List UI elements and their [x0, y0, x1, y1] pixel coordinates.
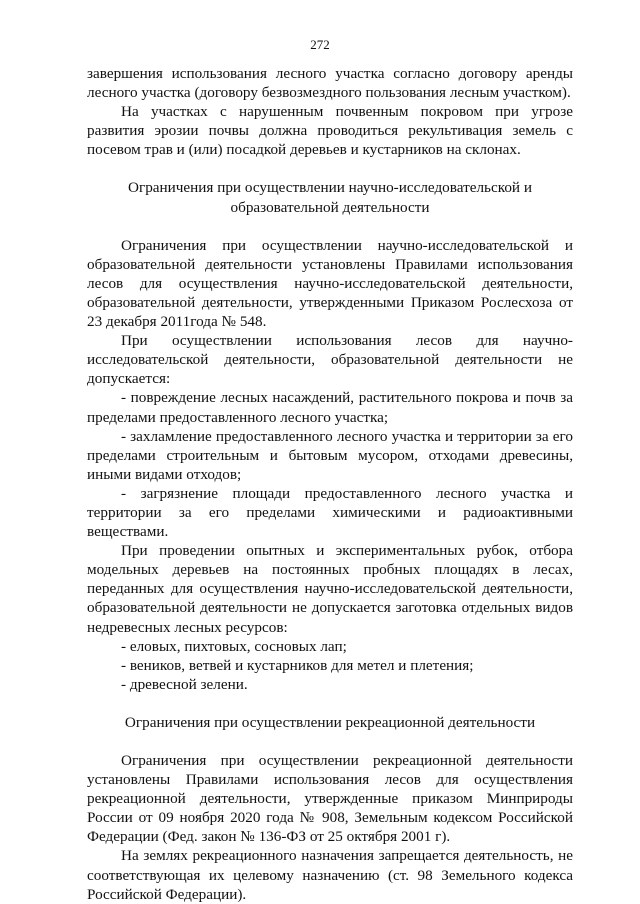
section-heading-recreation: Ограничения при осуществлении рекреационной деятельности — [124, 713, 536, 731]
paragraph-recreation-rules: Ограничения при осуществлении рекреационной деятельности установлены Правилами использования лесов для осуществления рекреационной деятельности, утвержденные приказом Минприроды России от 09 ноября 2020 года № 908, Земельным кодексом Российской Федерации (Фед. закон № 136-ФЗ от 25 октября 2001 г). — [87, 752, 573, 846]
section-heading-research — [87, 178, 573, 216]
list-item: - повреждение лесных насаждений, растительного покрова и почв за пределами предоставленного лесного участка; — [87, 389, 573, 426]
paragraph-research-rules: Ограничения при осуществлении научно-исследовательской и образовательной деятельности установлены Правилами использования лесов для осуществления научно-исследовательской деятельности, образовательной деятельности, утвержденными Приказом Рослесхоза от 23 декабря 2011года № 548. — [87, 236, 573, 331]
list-item: - захламление предоставленного лесного участка и территории за его пределами строительным и бытовым мусором, отходами древесины, иными видами отходов; — [87, 427, 573, 483]
section-heading-research-line2: образовательной деятельности — [230, 198, 430, 216]
list-item: - еловых, пихтовых, сосновых лап; — [121, 637, 347, 655]
list-item: - веников, ветвей и кустарников для метел и плетения; — [121, 656, 474, 674]
document-body — [87, 64, 573, 904]
list-item: - древесной зелени. — [121, 675, 248, 693]
paragraph-recultivation: На участках с нарушенным почвенным покровом при угрозе развития эрозии почвы должна проводиться рекультивация земель с посевом трав и (или) посадкой деревьев и кустарников на склонах. — [87, 103, 573, 159]
paragraph-research-prohibited: При осуществлении использования лесов для научно-исследовательской деятельности, образовательной деятельности не допускается: — [87, 332, 573, 388]
paragraph-continuation: завершения использования лесного участка согласно договору аренды лесного участка (договору безвозмездного пользования лесным участком). — [87, 65, 573, 102]
list-item: - загрязнение площади предоставленного лесного участка и территории за его пределами химическими и радиоактивными веществами. — [87, 484, 573, 541]
paragraph-experimental-cuttings: При проведении опытных и экспериментальных рубок, отбора модельных деревьев на постоянных пробных площадях в лесах, переданных для осуществления научно-исследовательской деятельности, образовательной деятельности не допускается заготовка отдельных видов недревесных лесных ресурсов: — [87, 542, 573, 636]
paragraph-recreation-lands: На землях рекреационного назначения запрещается деятельность, не соответствующая их целевому назначению (ст. 98 Земельного кодекса Российской Федерации). — [87, 847, 573, 903]
section-heading-research-line1: Ограничения при осуществлении научно-исследовательской и — [128, 179, 532, 197]
page-number: 272 — [310, 37, 330, 52]
